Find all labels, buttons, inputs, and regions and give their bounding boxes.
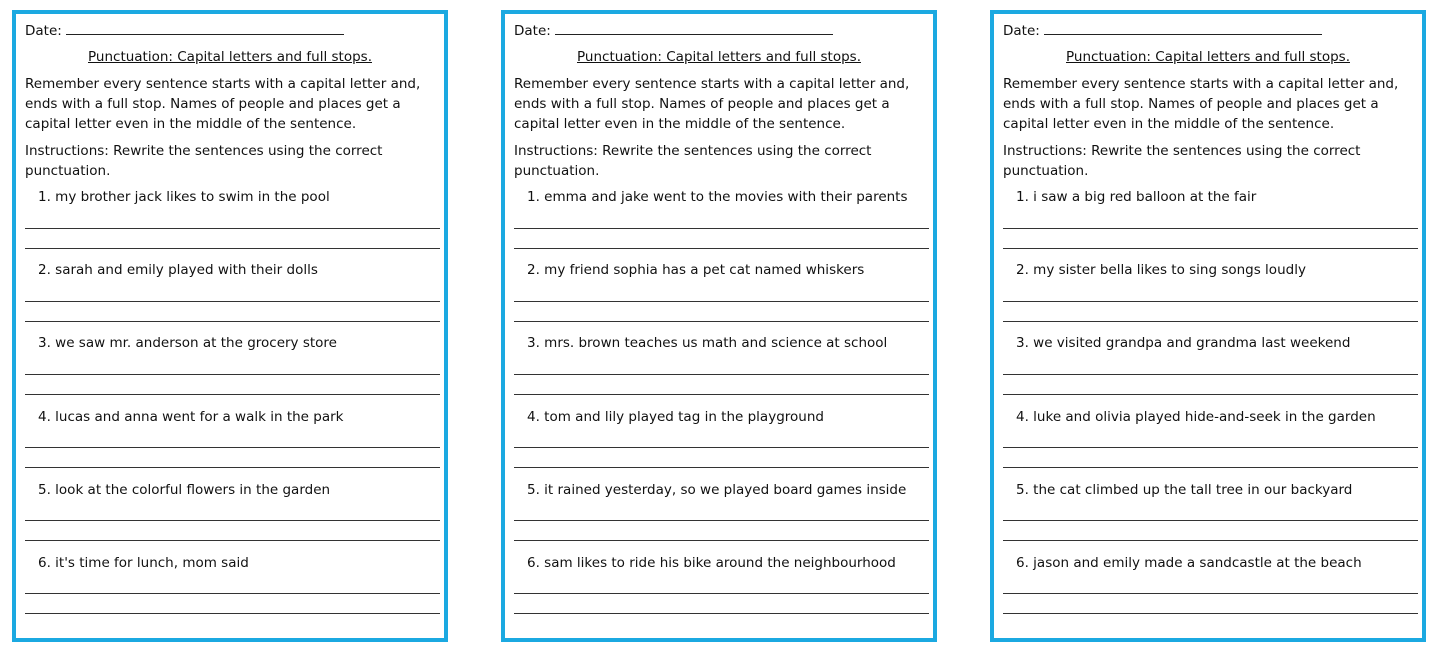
writing-line[interactable] <box>514 301 929 302</box>
sentence-item: 5. it rained yesterday, so we played board games inside <box>527 482 907 498</box>
writing-line[interactable] <box>25 520 440 521</box>
worksheet-border <box>501 10 937 642</box>
instructions-paragraph: Instructions: Rewrite the sentences using the correct punctuation. <box>1003 143 1361 179</box>
writing-line[interactable] <box>25 613 440 614</box>
writing-line[interactable] <box>25 321 440 322</box>
sentence-item: 6. jason and emily made a sandcastle at the beach <box>1016 555 1362 571</box>
writing-line[interactable] <box>514 520 929 521</box>
date-line <box>555 34 833 35</box>
writing-line[interactable] <box>1003 228 1418 229</box>
sentence-item: 1. i saw a big red balloon at the fair <box>1016 189 1257 205</box>
writing-line[interactable] <box>514 613 929 614</box>
sentence-item: 5. look at the colorful flowers in the garden <box>38 482 331 498</box>
writing-line[interactable] <box>1003 248 1418 249</box>
remember-paragraph: Remember every sentence starts with a capital letter and, ends with a full stop. Names of people and places get a capital letter even in the middle of the sentence. <box>514 76 910 132</box>
worksheet-title: Punctuation: Capital letters and full stops. <box>1066 49 1350 65</box>
instructions-paragraph: Instructions: Rewrite the sentences using the correct punctuation. <box>25 143 383 179</box>
writing-line[interactable] <box>25 228 440 229</box>
writing-line[interactable] <box>1003 374 1418 375</box>
writing-line[interactable] <box>25 467 440 468</box>
sentence-item: 6. sam likes to ride his bike around the neighbourhood <box>527 555 896 571</box>
date-line <box>1044 34 1322 35</box>
remember-paragraph: Remember every sentence starts with a capital letter and, ends with a full stop. Names of people and places get a capital letter even in the middle of the sentence. <box>25 76 421 132</box>
worksheet-title: Punctuation: Capital letters and full stops. <box>577 49 861 65</box>
sentence-item: 2. my sister bella likes to sing songs loudly <box>1016 262 1306 278</box>
sentence-item: 4. tom and lily played tag in the playground <box>527 409 824 425</box>
writing-line[interactable] <box>1003 467 1418 468</box>
writing-line[interactable] <box>1003 540 1418 541</box>
writing-line[interactable] <box>25 593 440 594</box>
worksheet-title: Punctuation: Capital letters and full stops. <box>88 49 372 65</box>
writing-line[interactable] <box>514 394 929 395</box>
sentence-item: 5. the cat climbed up the tall tree in our backyard <box>1016 482 1353 498</box>
worksheet-page-1 <box>0 0 490 657</box>
sentence-item: 3. we visited grandpa and grandma last weekend <box>1016 335 1351 351</box>
worksheet-border <box>12 10 448 642</box>
worksheet-border <box>990 10 1426 642</box>
writing-line[interactable] <box>25 374 440 375</box>
remember-paragraph: Remember every sentence starts with a capital letter and, ends with a full stop. Names of people and places get a capital letter even in the middle of the sentence. <box>1003 76 1399 132</box>
writing-line[interactable] <box>514 228 929 229</box>
sentence-item: 1. emma and jake went to the movies with their parents <box>527 189 908 205</box>
writing-line[interactable] <box>1003 321 1418 322</box>
writing-line[interactable] <box>25 394 440 395</box>
writing-line[interactable] <box>514 447 929 448</box>
writing-line[interactable] <box>1003 520 1418 521</box>
date-label: Date: <box>25 23 62 39</box>
sentence-item: 4. lucas and anna went for a walk in the park <box>38 409 344 425</box>
writing-line[interactable] <box>514 540 929 541</box>
writing-line[interactable] <box>1003 447 1418 448</box>
writing-line[interactable] <box>514 321 929 322</box>
writing-line[interactable] <box>514 248 929 249</box>
date-line <box>66 34 344 35</box>
writing-line[interactable] <box>1003 613 1418 614</box>
worksheet-page-2 <box>489 0 979 657</box>
sentence-item: 2. sarah and emily played with their dolls <box>38 262 318 278</box>
writing-line[interactable] <box>1003 301 1418 302</box>
sentence-item: 3. mrs. brown teaches us math and science at school <box>527 335 888 351</box>
date-label: Date: <box>1003 23 1040 39</box>
sentence-item: 2. my friend sophia has a pet cat named whiskers <box>527 262 865 278</box>
sentence-item: 6. it's time for lunch, mom said <box>38 555 249 571</box>
writing-line[interactable] <box>25 248 440 249</box>
writing-line[interactable] <box>514 593 929 594</box>
writing-line[interactable] <box>25 301 440 302</box>
sentence-item: 1. my brother jack likes to swim in the pool <box>38 189 330 205</box>
sentence-item: 3. we saw mr. anderson at the grocery store <box>38 335 337 351</box>
date-label: Date: <box>514 23 551 39</box>
writing-line[interactable] <box>1003 593 1418 594</box>
writing-line[interactable] <box>514 467 929 468</box>
writing-line[interactable] <box>25 447 440 448</box>
writing-line[interactable] <box>25 540 440 541</box>
writing-line[interactable] <box>1003 394 1418 395</box>
instructions-paragraph: Instructions: Rewrite the sentences using the correct punctuation. <box>514 143 872 179</box>
worksheet-page-3 <box>978 0 1450 657</box>
writing-line[interactable] <box>514 374 929 375</box>
sentence-item: 4. luke and olivia played hide-and-seek in the garden <box>1016 409 1376 425</box>
